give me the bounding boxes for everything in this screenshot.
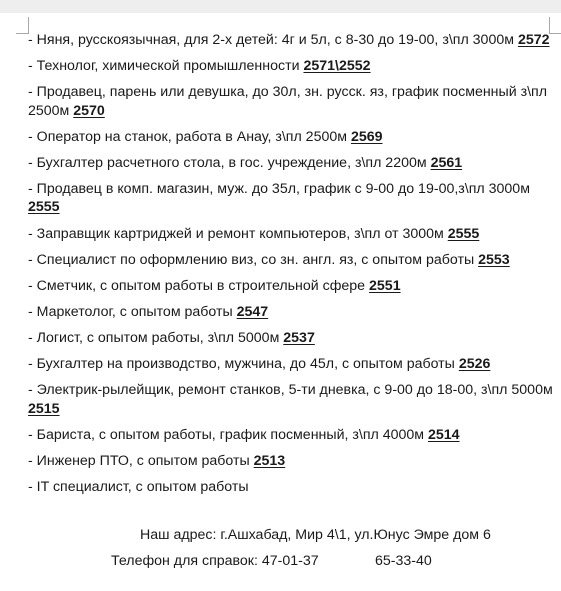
job-text: - Няня, русскоязычная, для 2-х детей: 4г и 5л, с 8-30 до 19-00, з\пл 3000м xyxy=(28,32,518,48)
job-text: - Бухгалтер на производство, мужчина, до 45л, с опытом работы xyxy=(28,356,459,373)
job-item xyxy=(28,154,553,173)
job-code: 2569 xyxy=(350,128,383,145)
job-item xyxy=(28,478,553,497)
job-item xyxy=(28,381,553,418)
job-code: 2555 xyxy=(447,225,480,242)
job-code: 2555 xyxy=(28,199,60,216)
job-code: 2572 xyxy=(517,32,550,48)
phone-number-secondary: 65-33-40 xyxy=(375,553,432,569)
job-item xyxy=(28,128,553,147)
job-item xyxy=(28,31,553,50)
job-item xyxy=(28,355,553,374)
job-code: 2561 xyxy=(430,154,463,171)
job-text: - Технолог, химической промышленности xyxy=(28,58,304,75)
job-code: 2526 xyxy=(458,356,491,373)
job-item xyxy=(28,251,553,270)
job-item xyxy=(28,225,553,244)
job-code: 2551 xyxy=(369,277,401,294)
job-item xyxy=(28,452,553,471)
job-text: - Заправщик картриджей и ремонт компьютеров, з\пл от 3000м xyxy=(28,225,448,242)
job-item xyxy=(28,329,553,348)
job-text: - Логист, с опытом работы, з\пл 5000м xyxy=(28,329,284,346)
address-line: Наш адрес: г.Ашхабад, Мир 4\1, ул.Юнус Эмре дом 6 xyxy=(140,527,491,543)
job-item xyxy=(28,83,553,120)
job-code: 2547 xyxy=(236,303,269,320)
job-item xyxy=(28,426,553,445)
job-code: 2570 xyxy=(73,102,105,119)
job-code: 2515 xyxy=(28,400,60,417)
page-top-band xyxy=(0,0,561,13)
job-text: - Электрик-рылейщик, ремонт станков, 5-ти дневка, с 9-00 до 18-00, з\пл 5000м xyxy=(28,382,553,399)
job-text: - Бариста, с опытом работы, график посменный, з\пл 4000м xyxy=(28,426,428,443)
job-item xyxy=(28,180,553,217)
job-text: - Специалист по оформлению виз, со зн. англ. яз, с опытом работы xyxy=(28,251,479,268)
job-code: 2571\2552 xyxy=(303,58,371,75)
job-text: - Маркетолог, с опытом работы xyxy=(28,303,237,320)
phone-line: Телефон для справок: 47-01-37 xyxy=(111,553,319,569)
job-item xyxy=(28,277,553,296)
job-text: - Бухгалтер расчетного стола, в гос. учреждение, з\пл 2200м xyxy=(28,154,431,171)
job-text: - Сметчик, с опытом работы в строительной сфере xyxy=(28,277,370,294)
job-item xyxy=(28,57,553,76)
job-listings xyxy=(28,31,553,504)
job-item xyxy=(28,303,553,322)
job-text: - Инженер ПТО, с опытом работы xyxy=(28,452,254,469)
job-code: 2537 xyxy=(283,329,315,346)
job-code: 2553 xyxy=(478,251,510,268)
job-text: - Продавец, парень или девушка, до 30л, зн. русск. яз, график посменный з\пл 2500м xyxy=(28,84,547,119)
job-text: - IT специалист, с опытом работы xyxy=(28,478,249,495)
job-code: 2513 xyxy=(253,452,286,469)
job-code: 2514 xyxy=(427,426,460,443)
job-text: - Оператор на станок, работа в Анау, з\пл 2500м xyxy=(28,128,351,145)
job-text: - Продавец в комп. магазин, муж. до 35л, график с 9-00 до 19-00,з\пл 3000м xyxy=(28,180,530,197)
